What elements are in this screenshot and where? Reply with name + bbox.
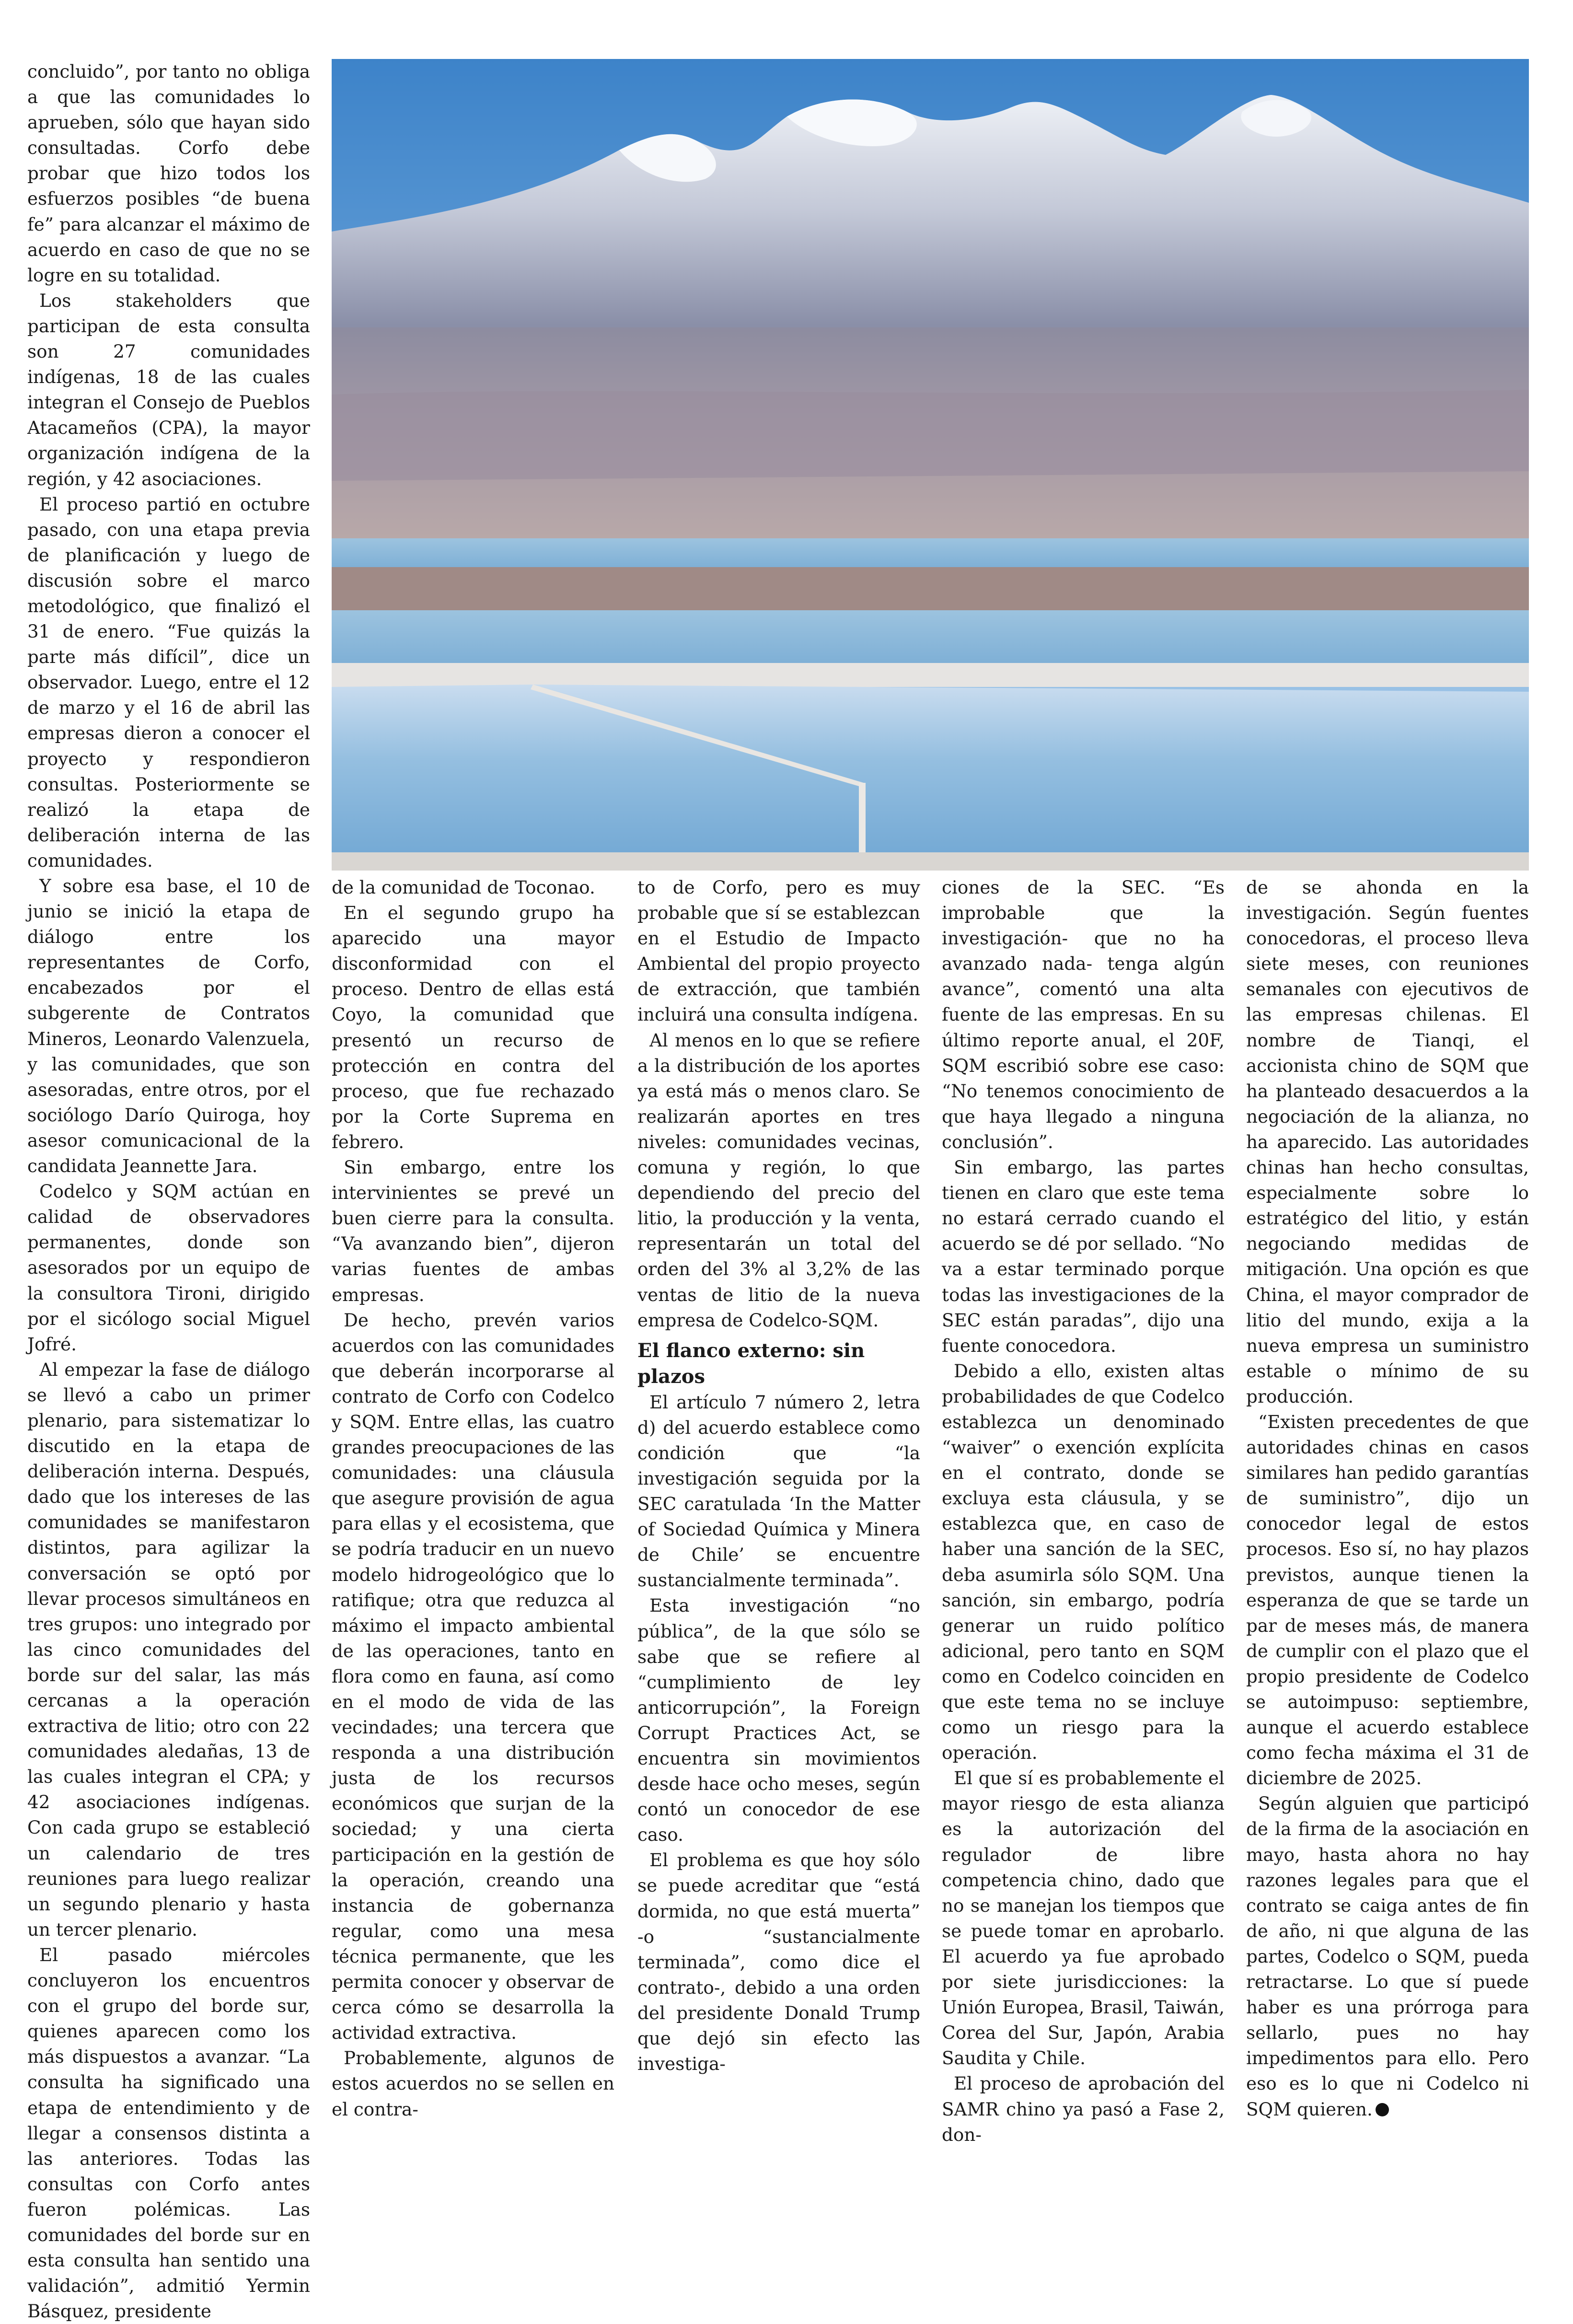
paragraph: De hecho, prevén varios acuerdos con las comunidades que deberán incorporarse al contrato de Corfo con Codelco y SQM. Entre ellas, las cuatro grandes preocupaciones de las comunidades: una cláusula que asegure provisión de agua para ellas y el ecosistema, que se podría traducir en un nuevo modelo hidrogeológico que lo ratifique; otra que reduzca al máximo el impacto ambiental de las operaciones, tanto en flora como en fauna, así como en el modo de vida de las vecindades; una tercera que responda a una distribución justa de los recursos económicos que surjan de la sociedad; y una cierta participación en la gestión de la operación, creando una instancia de gobernanza regular, como una mesa técnica permanente, que les permita conocer y observar de cerca cómo se desarrolla la actividad extractiva. — [332, 1309, 614, 2044]
paragraph: Codelco y SQM actúan en calidad de observadores permanentes, donde son asesorados por un equipo de la consultora Tironi, dirigido por el sicólogo social Miguel Jofré. — [27, 1181, 310, 1355]
paragraph: “Existen precedentes de que autoridades chinas en casos similares han pedido garantías de suministro”, dijo un conocedor legal de estos procesos. Eso sí, no hay plazos previstos, aunque tienen la esperanza de que se tarde un par de meses más, de manera de cumplir con el plazo que el propio presidente de Codelco se autoimpuso: septiembre, aunque el acuerdo establece como fecha máxima el 31 de diciembre de 2025. — [1246, 1411, 1529, 1789]
paragraph: Sin embargo, las partes tienen en claro que este tema no estará cerrado cuando el acuerdo se dé por sellado. “No va a estar terminado porque todas las investigaciones de la SEC están paradas”, dijo una fuente conocedora. — [942, 1157, 1225, 1356]
article-column-2 — [332, 875, 614, 2122]
paragraph: Probablemente, algunos de estos acuerdos no se sellen en el contra- — [332, 2047, 614, 2120]
paragraph-text: Según alguien que participó de la firma de la asociación en mayo, hasta ahora no hay razones legales para que el contrato se caiga antes de fin de año, ni que alguna de las partes, Codelco o SQM, pueda retractarse. Lo que sí puede haber es una prórroga para sellarlo, pues no hay impedimentos para ello. Pero eso es lo que ni Codelco ni SQM quieren. — [1246, 1793, 1529, 2120]
paragraph: Sin embargo, entre los intervinientes se prevé un buen cierre para la consulta. “Va avanzando bien”, dijeron varias fuentes de ambas empresas. — [332, 1157, 614, 1305]
article-column-4 — [942, 875, 1225, 2148]
paragraph: Esta investigación “no pública”, de la que sólo se sabe que se refiere al “cumplimiento de ley anticorrupción”, la Foreign Corrupt Practices Act, se encuentra sin movimientos desde hace ocho meses, según contó un conocedor de ese caso. — [637, 1595, 920, 1846]
end-of-article-dot-icon — [1376, 2103, 1389, 2116]
paragraph: El pasado miércoles concluyeron los encuentros con el grupo del borde sur, quienes aparecen como los más dispuestos a avanzar. “La consulta ha significado una etapa de entendimiento y de llegar a consensos distinta a las anteriores. Todas las consultas con Corfo antes fueron polémicas. Las comunidades del borde sur en esta consulta han sentido una validación”, admitió Yermin Básquez, presidente — [27, 1944, 310, 2322]
paragraph: to de Corfo, pero es muy probable que sí se establezcan en el Estudio de Impacto Ambiental del propio proyecto de extracción, que también incluirá una consulta indígena. — [637, 877, 920, 1025]
paragraph: Debido a ello, existen altas probabilidades de que Codelco establezca un denominado “waiver” o exención explícita en el contrato, donde se excluya esta cláusula, y se establezca que, en caso de haber una sanción de la SEC, deba asumirla sólo SQM. Una sanción, sin embargo, podría generar un ruido político adicional, pero tanto en SQM como en Codelco coinciden en que este tema no se incluye como un riesgo para la operación. — [942, 1360, 1225, 1764]
section-heading: El flanco externo: sin plazos — [637, 1339, 865, 1388]
paragraph: En el segundo grupo ha aparecido una mayor disconformidad con el proceso. Dentro de ellas está Coyo, la comunidad que presentó un recurso de protección en contra del proceso, que fue rechazado por la Corte Suprema en febrero. — [332, 902, 614, 1152]
paragraph: Los stakeholders que participan de esta consulta son 27 comunidades indígenas, 18 de las cuales integran el Consejo de Pueblos Atacameños (CPA), la mayor organización indígena de la región, y 42 asociaciones. — [27, 290, 310, 489]
paragraph: concluido”, por tanto no obliga a que las comunidades lo aprueben, sólo que hayan sido consultadas. Corfo debe probar que hizo todos los esfuerzos posibles “de buena fe” para alcanzar el máximo de acuerdo en caso de que no se logre en su totalidad. — [27, 61, 310, 286]
paragraph: El que sí es probablemente el mayor riesgo de esta alianza es la autorización del regulador de libre competencia chino, dado que no se manejan los tiempos que se puede tomar en aprobarlo. El acuerdo ya fue aprobado por siete jurisdicciones: la Unión Europea, Brasil, Taiwán, Corea del Sur, Japón, Arabia Saudita y Chile. — [942, 1767, 1225, 2069]
paragraph: Y sobre esa base, el 10 de junio se inició la etapa de diálogo entre los representantes de Corfo, encabezados por el subgerente de Contratos Mineros, Leonardo Valenzuela, y las comunidades, que son asesoradas, entre otros, por el sociólogo Darío Quiroga, hoy asesor comunicacional de la candidata Jeannette Jara. — [27, 875, 310, 1177]
article-column-1 — [27, 59, 310, 2324]
article-column-5 — [1246, 875, 1529, 2122]
paragraph: El artículo 7 número 2, letra d) del acuerdo establece como condición que “la investigación seguida por la SEC caratulada ‘In the Matter of Sociedad Química y Minera de Chile’ se encuentre sustancialmente terminada”. — [637, 1391, 920, 1591]
salt-flat-photo-icon — [332, 59, 1529, 871]
paragraph — [1246, 1791, 1529, 2122]
paragraph: El proceso de aprobación del SAMR chino ya pasó a Fase 2, don- — [942, 2073, 1225, 2145]
paragraph: El proceso partió en octubre pasado, con una etapa previa de planificación y luego de discusión sobre el marco metodológico, que finalizó el 31 de enero. “Fue quizás la parte más difícil”, dice un observador. Luego, entre el 12 de marzo y el 16 de abril las empresas dieron a conocer el proyecto y respondieron consultas. Posteriormente se realizó la etapa de deliberación interna de las comunidades. — [27, 493, 310, 871]
paragraph: de se ahonda en la investigación. Según fuentes conocedoras, el proceso lleva siete meses, con reuniones semanales con ejecutivos de las empresas chilenas. El nombre de Tianqi, el accionista chino de SQM que ha planteado desacuerdos a la negociación de la alianza, no ha aparecido. Las autoridades chinas han hecho consultas, especialmente sobre lo estratégico del litio, y están negociando medidas de mitigación. Una opción es que China, el mayor comprador de litio del mundo, exija a la nueva empresa un suministro estable o mínimo de su producción. — [1246, 877, 1529, 1407]
article-photo — [332, 59, 1529, 871]
paragraph: El problema es que hoy sólo se puede acreditar que “está dormida, no que está muerta” -o “sustancialmente terminada”, como dice el contrato-, debido a una orden del presidente Donald Trump que dejó sin efecto las investiga- — [637, 1849, 920, 2075]
article-column-3 — [637, 875, 920, 2077]
paragraph: ciones de la SEC. “Es improbable que la investigación- que no ha avanzado nada- tenga algún avance”, comentó una alta fuente de las empresas. En su último reporte anual, el 20F, SQM escribió sobre ese caso: “No tenemos conocimiento de que haya llegado a ninguna conclusión”. — [942, 877, 1225, 1152]
paragraph: Al menos en lo que se refiere a la distribución de los aportes ya está más o menos claro. Se realizarán aportes en tres niveles: comunidades vecinas, comuna y región, lo que dependiendo del precio del litio, la producción y la venta, representarán un total del orden del 3% al 3,2% de las ventas de litio de la nueva empresa de Codelco-SQM. — [637, 1029, 920, 1331]
paragraph: Al empezar la fase de diálogo se llevó a cabo un primer plenario, para sistematizar lo discutido en la etapa de deliberación interna. Después, dado que los intereses de las comunidades se manifestaron distintos, para agilizar la conversación se optó por llevar procesos simultáneos en tres grupos: uno integrado por las cinco comunidades del borde sur del salar, las más cercanas a la operación extractiva de litio; otro con 22 comunidades aledañas, 13 de las cuales integran el CPA; y 42 asociaciones indígenas. Con cada grupo se estableció un calendario de tres reuniones para luego realizar un segundo plenario y hasta un tercer plenario. — [27, 1359, 310, 1940]
paragraph: de la comunidad de Toconao. — [332, 877, 595, 898]
